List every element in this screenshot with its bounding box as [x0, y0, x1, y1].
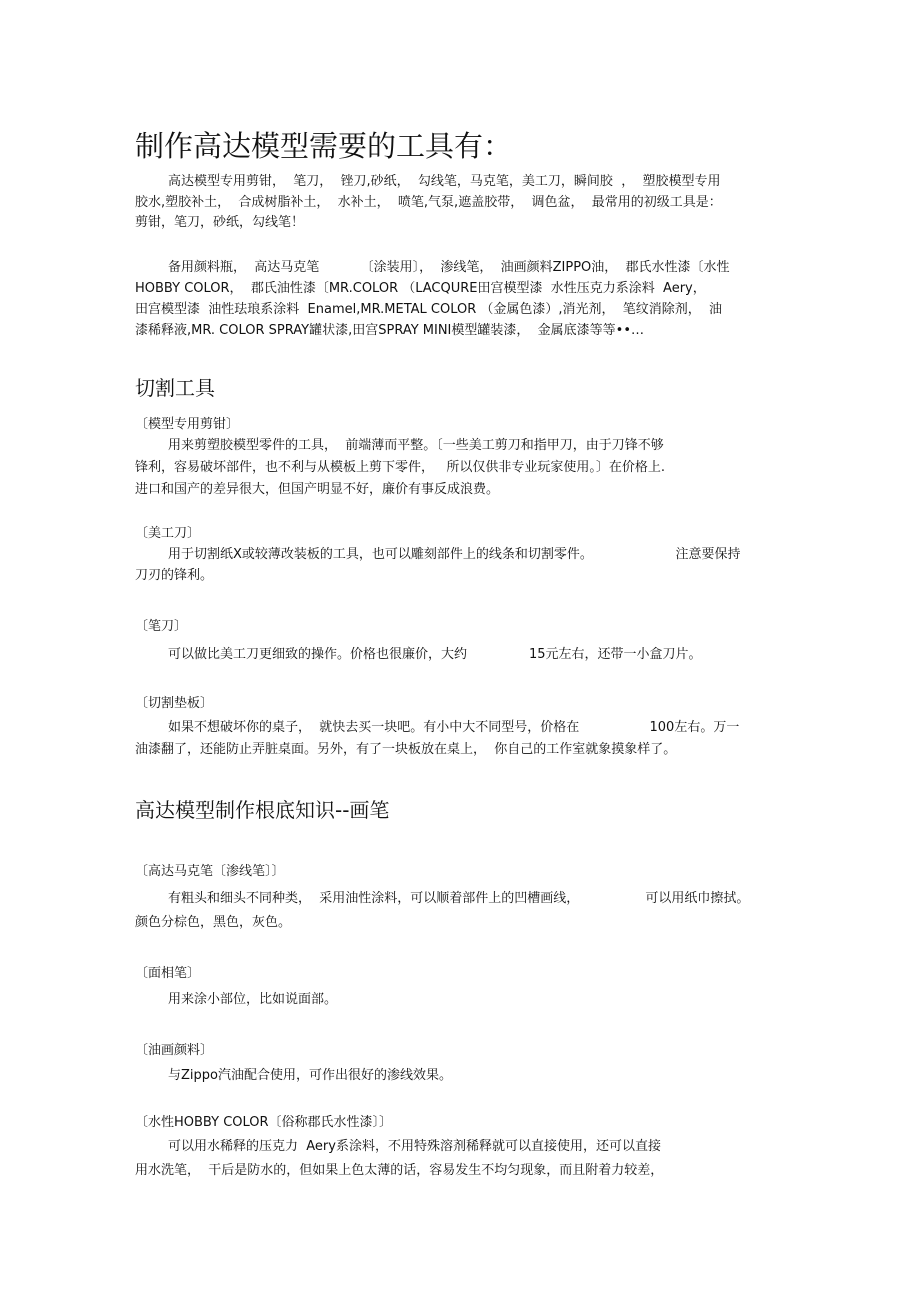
item-text-line: 与Zippo汽油配合使用，可作出很好的渗线效果。	[168, 1068, 452, 1083]
item-label: 〔模型专用剪钳〕	[135, 417, 240, 432]
item-label: 〔笔刀〕	[135, 619, 188, 634]
item-text-line: 锋利，容易破坏部件，也不利与从模板上剪下零件， 所以仅供非专业玩家使用。〕在价格上.	[135, 460, 666, 475]
item-label: 〔油画颜料〕	[135, 1043, 214, 1058]
section-heading-cutting: 切割工具	[135, 376, 215, 400]
intro-p2-line-2: HOBBY COLOR， 郡氏油性漆〔MR.COLOR （LACQURE田宫模型漆 水性压克力系涂料 Aery，	[135, 281, 706, 296]
intro-p2-line-3: 田宫模型漆 油性珐琅系涂料 Enamel,MR.METAL COLOR （金属色漆）,消光剂， 笔纹消除剂， 油	[135, 302, 723, 317]
item-text-line: 颜色分棕色，黑色，灰色。	[135, 915, 292, 930]
intro-p2-line-4: 漆稀释液,MR. COLOR SPRAY罐状漆,田宫SPRAY MINI模型罐装漆， 金属底漆等等••…	[135, 323, 644, 338]
item-label: 〔面相笔〕	[135, 966, 201, 981]
item-label: 〔水性HOBBY COLOR〔俗称郡氏水性漆〕〕	[135, 1115, 393, 1130]
item-text-line: 可以用水稀释的压克力 Aery系涂料，不用特殊溶剂稀释就可以直接使用，还可以直接	[168, 1139, 661, 1154]
item-label: 〔高达马克笔〔渗线笔〕〕	[135, 864, 285, 879]
item-text-line: 可以做比美工刀更细致的操作。价格也很廉价，大约 15元左右，还带一小盒刀片。	[168, 647, 702, 662]
item-text-line: 进口和国产的差异很大，但国产明显不好，廉价有事反成浪费。	[135, 482, 500, 497]
intro-p2-line-1: 备用颜料瓶， 高达马克笔 〔涂装用〕， 渗线笔， 油画颜料ZIPPO油， 郡氏水性漆〔水性	[168, 260, 730, 275]
item-text-line: 用水洗笔， 干后是防水的，但如果上色太薄的话，容易发生不均匀现象，而且附着力较差，	[135, 1163, 664, 1178]
item-label: 〔美工刀〕	[135, 526, 201, 541]
intro-p1-line-3: 剪钳，笔刀，砂纸，勾线笔！	[135, 215, 305, 230]
page-title: 制作高达模型需要的工具有：	[135, 129, 513, 163]
intro-p1-line-1: 高达模型专用剪钳， 笔刀， 锉刀,砂纸， 勾线笔，马克笔，美工刀，瞬间胶 ， 塑胶模型专用	[168, 174, 721, 189]
item-label: 〔切割垫板〕	[135, 696, 214, 711]
item-text-line: 有粗头和细头不同种类， 采用油性涂料，可以顺着部件上的凹槽画线， 可以用纸巾擦拭。	[168, 891, 750, 906]
item-text-line: 用来剪塑胶模型零件的工具， 前端薄而平整。〔一些美工剪刀和指甲刀，由于刀锋不够	[168, 438, 664, 453]
item-text-line: 如果不想破坏你的桌子， 就快去买一块吧。有小中大不同型号，价格在 100左右。万一	[168, 720, 740, 735]
intro-p1-line-2: 胶水,塑胶补土， 合成树脂补土， 水补土， 喷笔,气泵,遮盖胶带， 调色盆， 最常用的初级工具是：	[135, 195, 722, 210]
item-text-line: 用来涂小部位，比如说面部。	[168, 992, 338, 1007]
item-text-line: 刀刃的锋利。	[135, 568, 214, 583]
section-heading-brush: 高达模型制作根底知识--画笔	[135, 798, 390, 822]
item-text-line: 油漆翻了，还能防止弄脏桌面。另外，有了一块板放在桌上， 你自己的工作室就象摸象样了。	[135, 742, 677, 757]
item-text-line: 用于切割纸X或较薄改装板的工具，也可以雕刻部件上的线条和切割零件。 注意要保持	[168, 547, 741, 562]
